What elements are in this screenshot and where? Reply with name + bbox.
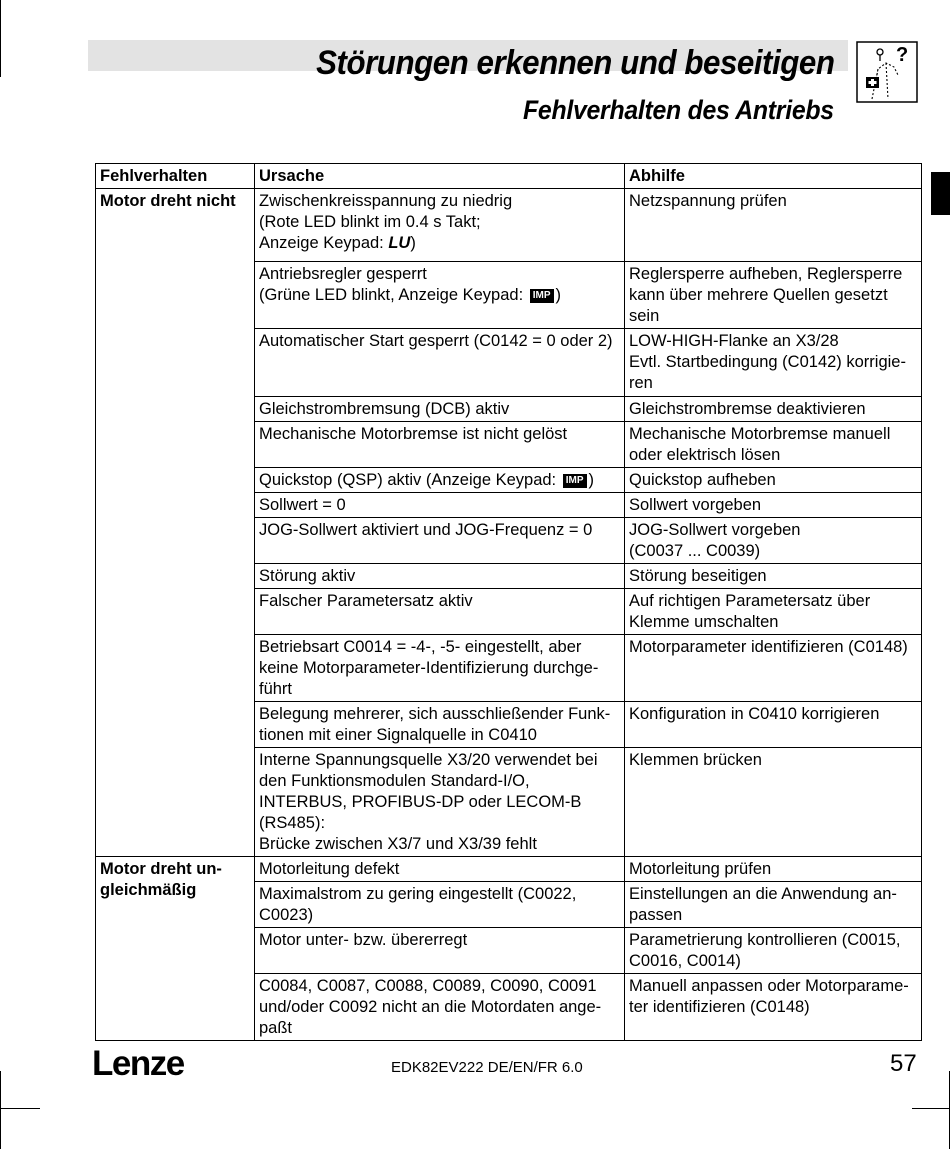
remedy-cell [625,748,922,857]
keypad-display-lu: LU [388,234,411,252]
remedy-text: Reglersperre aufheben, Reglersperre kann über mehrere Quellen gesetzt sein [629,265,903,325]
column-header-symptom: Fehlverhalten [96,164,255,189]
cause-cell [255,974,625,1041]
remedy-cell [625,329,922,397]
cause-cell [255,262,625,329]
remedy-cell [625,493,922,518]
cause-text: Falscher Parametersatz aktiv [259,592,473,610]
remedy-text: Gleichstrombremse deaktivieren [629,400,866,418]
column-header-remedy: Abhilfe [625,164,922,189]
remedy-text: Motorparameter identifizieren (C0148) [629,638,908,656]
column-header-cause: Ursache [255,164,625,189]
cause-text: Motor unter- bzw. übererregt [259,931,468,949]
cause-text-after: ) [555,286,562,304]
table-body [96,189,922,1041]
first-aid-help-icon [856,41,918,103]
remedy-cell [625,589,922,635]
remedy-text: Netzspannung prüfen [629,192,787,210]
cause-text: Automatischer Start gesperrt (C0142 = 0 oder 2) [259,332,613,350]
keypad-display-imp: IMP [563,474,587,488]
symptom-text: Motor dreht nicht [100,192,236,210]
remedy-text: Manuell anpassen oder Motorparame-ter identifizieren (C0148) [629,977,909,1016]
table-header-row [96,164,922,189]
page-number: 57 [890,1050,917,1077]
keypad-display-imp: IMP [530,289,554,303]
question-mark: ? [896,44,909,66]
remedy-cell [625,974,922,1041]
remedy-text: Sollwert vorgeben [629,496,762,514]
remedy-text: Störung beseitigen [629,567,767,585]
table-row [96,857,922,882]
cause-text: Motorleitung defekt [259,860,400,878]
remedy-text: Motorleitung prüfen [629,860,772,878]
cause-text: Maximalstrom zu gering eingestellt (C0022, C0023) [259,885,577,924]
symptom-text: Motor dreht un-gleichmäßig [100,860,222,899]
symptom-cell [96,189,255,857]
remedy-text: Klemmen brücken [629,751,762,769]
crop-mark [0,1108,40,1109]
cause-text-after: ) [410,234,416,252]
table-row [96,189,922,262]
page-subtitle: Fehlverhalten des Antriebs [523,95,834,125]
symptom-cell [96,857,255,1041]
remedy-cell [625,564,922,589]
cause-text: Sollwert = 0 [259,496,346,514]
cause-cell [255,748,625,857]
cause-text-before: Zwischenkreisspannung zu niedrig (Rote LED blinkt im 0.4 s Takt; Anzeige Keypad: [259,192,513,252]
remedy-text: Mechanische Motorbremse manuell oder elektrisch lösen [629,425,891,464]
cause-cell [255,857,625,882]
cause-text [259,191,620,254]
cause-text-before: Quickstop (QSP) aktiv (Anzeige Keypad: [259,471,561,489]
remedy-cell [625,635,922,702]
cause-text-after: ) [588,471,594,489]
cause-cell [255,928,625,974]
cause-cell [255,189,625,262]
cause-text [259,470,620,491]
remedy-cell [625,397,922,422]
remedy-text: Parametrierung kontrollieren (C0015, C0016, C0014) [629,931,901,970]
remedy-text: JOG-Sollwert vorgeben (C0037 ... C0039) [629,521,801,560]
page-title: Störungen erkennen und beseitigen [315,44,834,82]
cause-text: Störung aktiv [259,567,356,585]
remedy-cell [625,422,922,468]
remedy-text: Quickstop aufheben [629,471,776,489]
cause-cell [255,635,625,702]
cause-cell [255,329,625,397]
cause-cell [255,702,625,748]
remedy-cell [625,882,922,928]
cause-cell [255,493,625,518]
cause-cell [255,589,625,635]
remedy-cell [625,262,922,329]
cause-text: Interne Spannungsquelle X3/20 verwendet bei den Funktionsmodulen Standard-I/O, INTERBUS, PROFIBUS-DP oder LECOM-B (RS485): Brücke zwischen X3/7 und X3/39 fehlt [259,751,598,853]
cause-text: C0084, C0087, C0088, C0089, C0090, C0091 und/oder C0092 nicht an die Motordaten ange-paßt [259,977,602,1037]
chapter-tab-marker [931,172,950,215]
remedy-text: Konfiguration in C0410 korrigieren [629,705,880,723]
cause-cell [255,518,625,564]
cause-text: Belegung mehrerer, sich ausschließender Funk-tionen mit einer Signalquelle in C0410 [259,705,611,744]
remedy-cell [625,702,922,748]
cause-text [259,264,620,306]
remedy-text: LOW-HIGH-Flanke an X3/28 Evtl. Startbedingung (C0142) korrigie-ren [629,332,906,392]
cause-cell [255,564,625,589]
crop-mark [912,1108,950,1109]
remedy-text: Einstellungen an die Anwendung an-passen [629,885,897,924]
cause-cell [255,882,625,928]
remedy-cell [625,518,922,564]
cause-text: Gleichstrombremsung (DCB) aktiv [259,400,510,418]
cause-cell [255,422,625,468]
cause-text: Mechanische Motorbremse ist nicht gelöst [259,425,568,443]
remedy-text: Auf richtigen Parametersatz über Klemme umschalten [629,592,871,631]
remedy-cell [625,468,922,493]
remedy-cell [625,928,922,974]
crop-mark [0,0,1,77]
cause-text-before: Antriebsregler gesperrt (Grüne LED blinkt, Anzeige Keypad: [259,265,524,304]
fault-table [95,163,922,1041]
document-id: EDK82EV222 DE/EN/FR 6.0 [391,1059,583,1076]
cause-cell [255,468,625,493]
cause-text: Betriebsart C0014 = -4-, -5- eingestellt, aber keine Motorparameter-Identifizierung durchge-führt [259,638,599,698]
cause-text: JOG-Sollwert aktiviert und JOG-Frequenz = 0 [259,521,593,539]
cause-cell [255,397,625,422]
remedy-cell [625,857,922,882]
remedy-cell [625,189,922,262]
lenze-logo: Lenze [92,1044,184,1083]
crop-mark [0,1071,1,1149]
